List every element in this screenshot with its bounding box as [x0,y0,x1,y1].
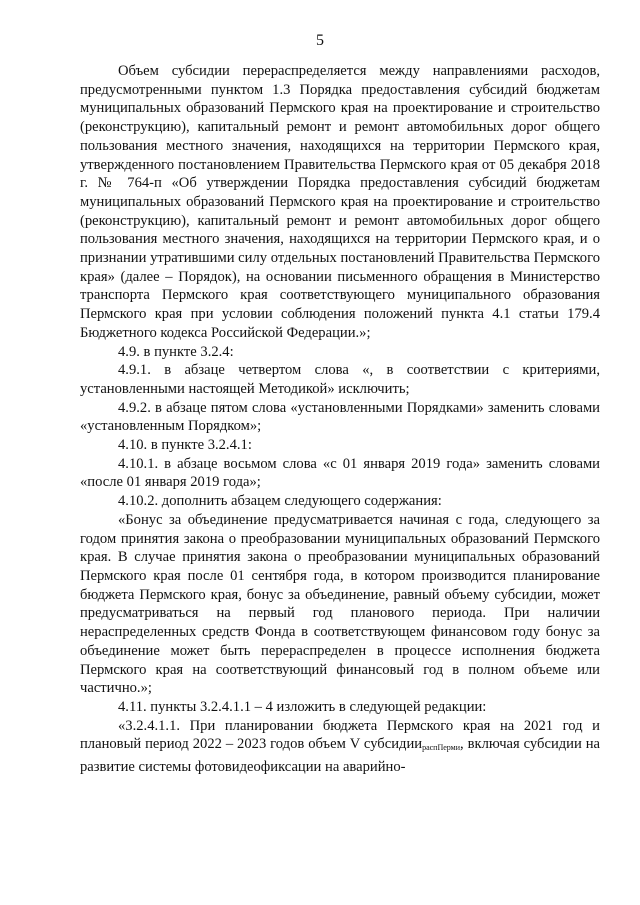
paragraph-item-3-2-4-1-1 [80,717,600,777]
paragraph-subsidy-redistribution: Объем субсидии перераспределяется между направлениями расходов, предусмотренными пунктом 1.3 Порядка предоставления субсидий бюджетам муниципальных образований Пермского края на проектирование и строительство (реконструкцию), капитальный ремонт и ремонт автомобильных дорог общего пользования местного значения, находящихся на территории Пермского края, утвержденного постановлением Правительства Пермского края от 05 декабря 2018 г. № 764-п «Об утверждении Порядка предоставления субсидий бюджетам муниципальных образований Пермского края на проектирование и строительство (реконструкцию), капитальный ремонт и ремонт автомобильных дорог общего пользования местного значения, находящихся на территории Пермского края, и о признании утратившими силу отдельных постановлений Правительства Пермского края» (далее – Порядок), на основании письменного обращения в Министерство транспорта Пермского края соответствующего муниципального образования Пермского края при условии соблюдения положений пункта 4.1 статьи 179.4 Бюджетного кодекса Российской Федерации.»; [80,63,600,341]
paragraph-text-after-subscript: , включая субсидии на развитие системы фотовидеофиксации на аварийно- [80,736,601,776]
paragraph-item-4-9: 4.9. в пункте 3.2.4: [118,343,234,360]
paragraph-merger-bonus: «Бонус за объединение предусматривается начиная с года, следующего за годом принятия закона о преобразовании муниципальных образований Пермского края. В случае принятия закона о преобразовании муниципальных образований Пермского края после 01 сентября года, в котором производится планирование бюджета Пермского края, бонус за объединение, равный объему субсидии, может предусматриваться на первый год планового периода. При наличии нераспределенных средств Фонда в соответствующем финансовом году бонус за объединение может быть перераспределен в процессе исполнения бюджета Пермского края на соответствующий финансовый год в полном объеме или частично.»; [80,511,600,697]
subsidy-subscript: распПерми [422,743,461,753]
paragraph-item-4-9-2: 4.9.2. в абзаце пятом слова «установленными Порядками» заменить словами «установленным Порядком»; [80,399,600,435]
paragraph-item-4-9-1: 4.9.1. в абзаце четвертом слова «, в соответствии с критериями, установленными настоящей Методикой» исключить; [80,362,600,397]
paragraph-item-4-11: 4.11. пункты 3.2.4.1.1 – 4 изложить в следующей редакции: [118,698,487,715]
document-body [80,62,600,777]
paragraph-item-4-10: 4.10. в пункте 3.2.4.1: [118,437,252,454]
paragraph-item-4-10-1: 4.10.1. в абзаце восьмом слова «с 01 января 2019 года» заменить словами «после 01 января 2019 года»; [80,455,600,491]
paragraph-item-4-10-2: 4.10.2. дополнить абзацем следующего содержания: [118,493,442,510]
paragraph-text-before-subscript: «3.2.4.1.1. При планировании бюджета Пермского края на 2021 год и плановый период 2022 – 2023 годов объем V субсидии [80,717,600,753]
page-number: 5 [316,32,324,49]
